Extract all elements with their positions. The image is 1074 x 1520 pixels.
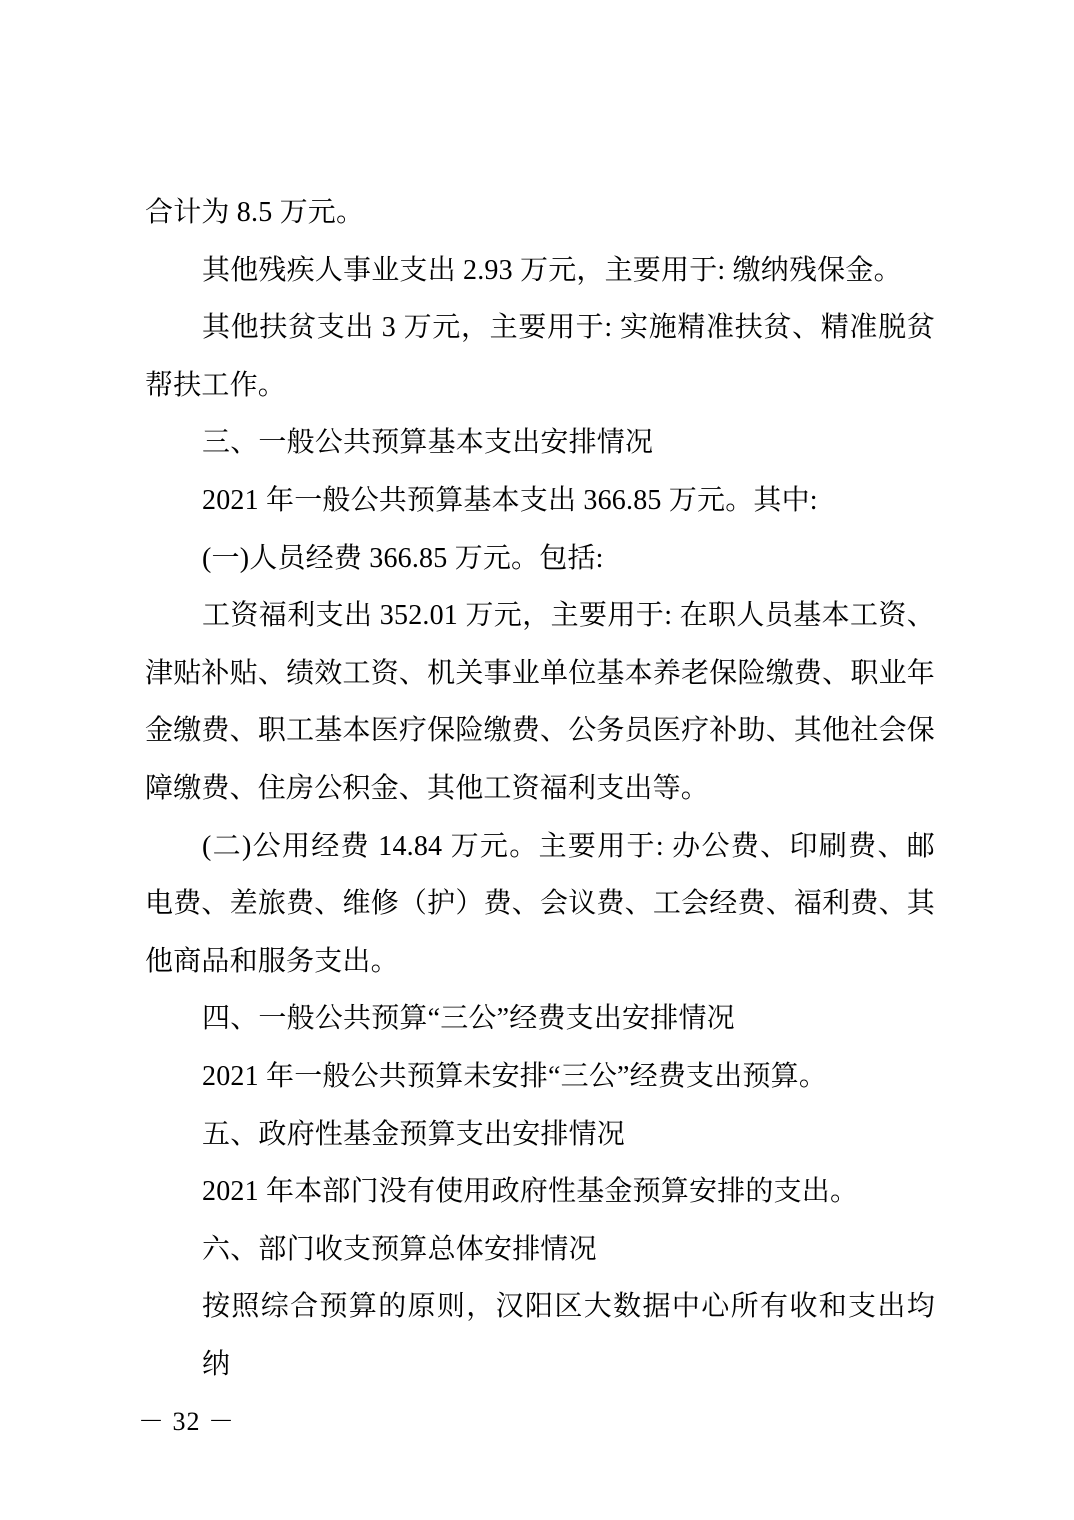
- text-line: 2021 年一般公共预算基本支出 366.85 万元。其中:: [202, 484, 818, 516]
- text-line: 2021 年本部门没有使用政府性基金预算安排的支出。: [202, 1176, 859, 1208]
- text-line: 他商品和服务支出。: [145, 945, 399, 977]
- text-line: 2021 年一般公共预算未安排“三公”经费支出预算。: [202, 1060, 828, 1092]
- page-number: － 32 －: [138, 1407, 236, 1436]
- text-line: 金缴费、职工基本医疗保险缴费、公务员医疗补助、其他社会保: [145, 715, 935, 747]
- text-line: 电费、差旅费、维修（护）费、会议费、工会经费、福利费、其: [145, 888, 935, 920]
- text-line: 帮扶工作。: [145, 369, 287, 401]
- text-line: 工资福利支出 352.01 万元，主要用于: 在职人员基本工资、: [202, 600, 935, 632]
- text-line: 其他扶贫支出 3 万元，主要用于: 实施精准扶贫、精准脱贫: [202, 312, 935, 344]
- text-line: 障缴费、住房公积金、其他工资福利支出等。: [145, 772, 710, 804]
- text-line: 三、一般公共预算基本支出安排情况: [202, 427, 654, 459]
- text-line: 津贴补贴、绩效工资、机关事业单位基本养老保险缴费、职业年: [145, 657, 935, 689]
- text-line: 四、一般公共预算“三公”经费支出安排情况: [202, 1003, 735, 1035]
- text-line: 五、政府性基金预算支出安排情况: [202, 1118, 626, 1150]
- document-body: [145, 184, 935, 1380]
- text-line: (一)人员经费 366.85 万元。包括:: [202, 542, 604, 574]
- text-line: (二)公用经费 14.84 万元。主要用于: 办公费、印刷费、邮: [202, 830, 935, 862]
- text-line: 按照综合预算的原则，汉阳区大数据中心所有收和支出均纳: [202, 1291, 935, 1380]
- text-line: 合计为 8.5 万元。: [145, 197, 365, 228]
- text-line: 其他残疾人事业支出 2.93 万元，主要用于: 缴纳残保金。: [202, 254, 902, 286]
- text-line: 六、部门收支预算总体安排情况: [202, 1233, 597, 1265]
